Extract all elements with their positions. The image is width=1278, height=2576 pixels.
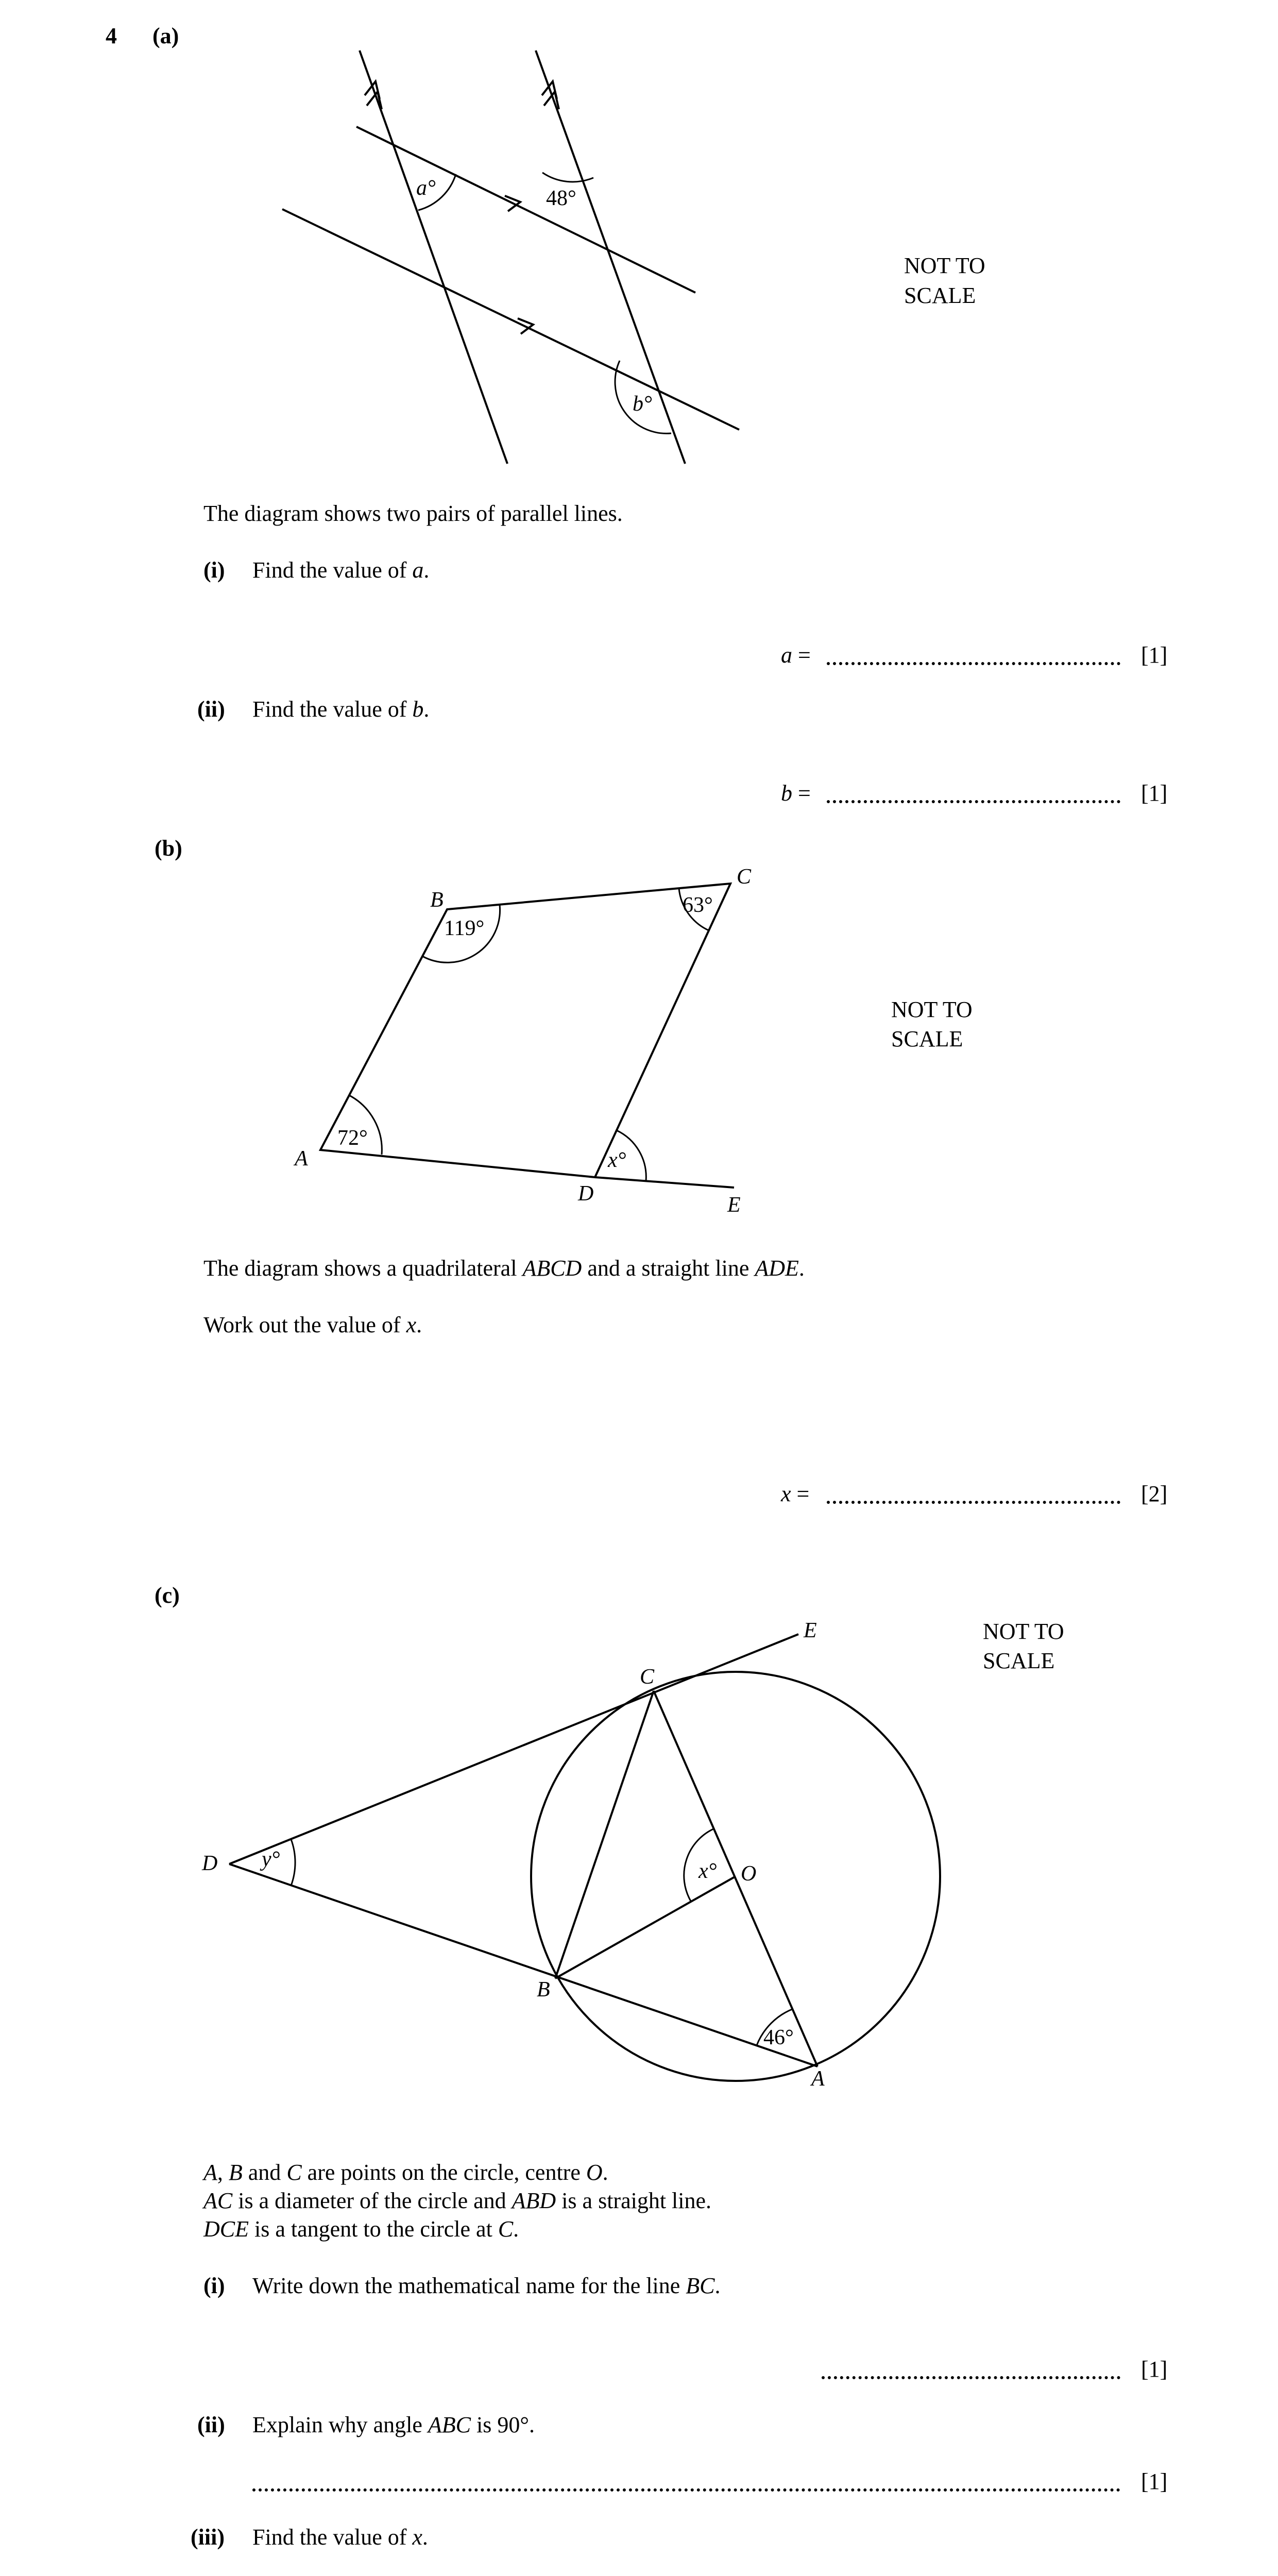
part-c-ii-label: (ii)	[197, 2412, 225, 2437]
answer-c-ii-field[interactable]	[252, 2488, 1120, 2492]
part-a-stem: The diagram shows two pairs of parallel lines.	[203, 501, 623, 526]
mark-a-i: [1]	[1141, 642, 1168, 668]
vertex-c-label: C	[737, 865, 752, 889]
angle-y-label: y°	[262, 1848, 280, 1871]
answer-b-label: b =	[781, 781, 811, 806]
part-b-prompt: Work out the value of x.	[203, 1312, 422, 1337]
part-c-info-line-3: DCE is a tangent to the circle at C.	[203, 2216, 519, 2242]
mark-c-ii: [1]	[1141, 2469, 1168, 2494]
angle-y-arc	[291, 1839, 295, 1886]
part-c-label: (c)	[155, 1583, 180, 1608]
part-a-ii-label: (ii)	[197, 697, 225, 722]
chord-bc	[555, 1691, 654, 1978]
point-o-label: O	[741, 1862, 757, 1886]
point-a-label: A	[811, 2067, 825, 2091]
not-to-scale-note-a-2: SCALE	[904, 283, 976, 308]
angle-72-label: 72°	[337, 1126, 368, 1150]
not-to-scale-note-b-1: NOT TO	[891, 997, 973, 1022]
not-to-scale-note-a-1: NOT TO	[904, 253, 985, 278]
mark-b: [2]	[1141, 1481, 1168, 1506]
part-c-iii-prompt: Find the value of x.	[252, 2524, 428, 2550]
part-c-info-line-1: A, B and C are points on the circle, centre O.	[203, 2160, 608, 2185]
vertex-b-label: B	[430, 888, 444, 912]
not-to-scale-note-c-2: SCALE	[983, 1648, 1055, 1673]
angle-a-label: a°	[416, 176, 436, 200]
point-c-label: C	[640, 1665, 655, 1689]
angle-x-label: x°	[608, 1148, 626, 1172]
point-b-label: B	[537, 1978, 550, 2002]
answer-a-label: a =	[781, 642, 811, 668]
vertex-a-label: A	[295, 1147, 308, 1171]
vertex-e-label: E	[727, 1193, 741, 1217]
part-c-info-line-2: AC is a diameter of the circle and ABD is a straight line.	[203, 2188, 712, 2213]
part-b-stem: The diagram shows a quadrilateral ABCD and a straight line ADE.	[203, 1256, 805, 1281]
part-c-i-label: (i)	[203, 2273, 225, 2298]
line-abd	[229, 1864, 817, 2066]
point-d-label: D	[202, 1852, 218, 1875]
part-a-i-label: (i)	[203, 557, 225, 583]
question-number: 4	[106, 23, 117, 48]
angle-48-label: 48°	[546, 187, 576, 210]
not-to-scale-note-b-2: SCALE	[891, 1026, 963, 1052]
mark-a-ii: [1]	[1141, 781, 1168, 806]
part-a-label: (a)	[152, 23, 179, 48]
diameter-ac	[654, 1691, 817, 2066]
vertex-d-label: D	[578, 1182, 594, 1206]
angle-63-label: 63°	[683, 893, 713, 917]
part-a-ii-prompt: Find the value of b.	[252, 697, 430, 722]
part-c-iii-label: (iii)	[191, 2524, 225, 2550]
part-c-ii-prompt: Explain why angle ABC is 90°.	[252, 2412, 535, 2437]
point-e-label: E	[804, 1619, 817, 1642]
part-b-label: (b)	[155, 836, 182, 861]
mark-c-i: [1]	[1141, 2357, 1168, 2382]
part-a-i-prompt: Find the value of a.	[252, 557, 430, 583]
radius-ob	[555, 1876, 736, 1978]
angle-46-label: 46°	[763, 2026, 794, 2049]
angle-119-label: 119°	[444, 917, 485, 940]
answer-x-b-label: x =	[781, 1481, 810, 1506]
angle-b-label: b°	[633, 392, 652, 416]
angle-x-label: x°	[698, 1859, 717, 1883]
answer-c-i-field[interactable]	[822, 2376, 1120, 2379]
part-c-i-prompt: Write down the mathematical name for the line BC.	[252, 2273, 721, 2298]
not-to-scale-note-c-1: NOT TO	[983, 1619, 1064, 1644]
